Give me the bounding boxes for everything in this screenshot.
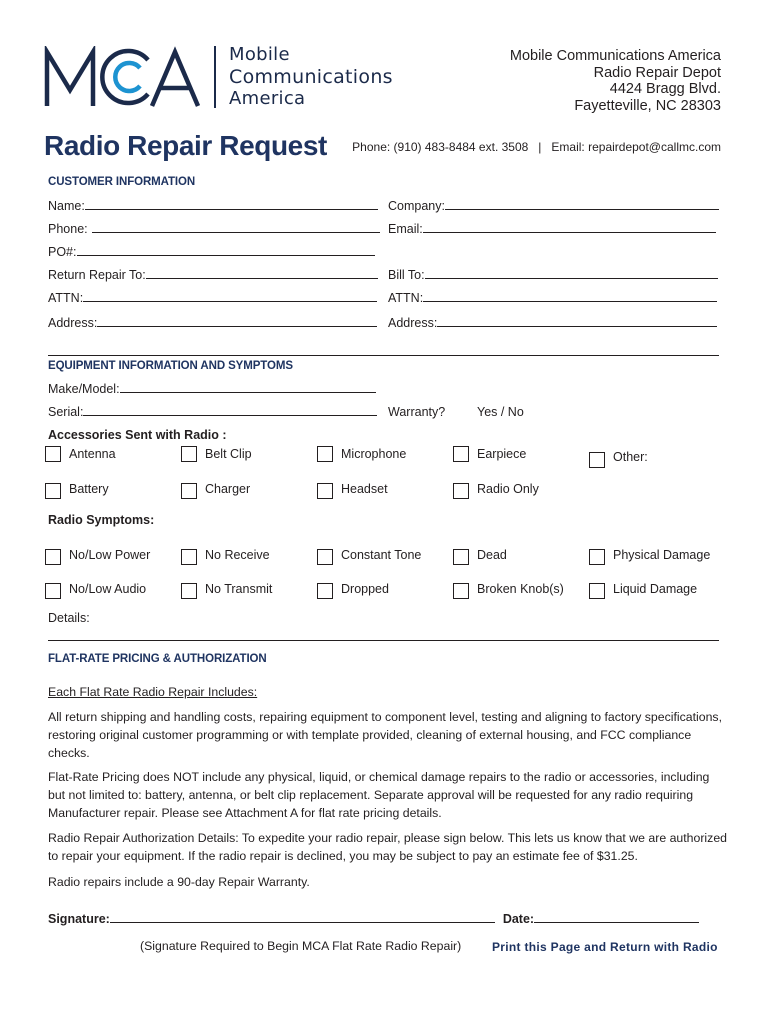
email-field[interactable] [388,222,716,236]
attn-left-label: ATTN: [48,291,84,305]
po-line[interactable] [77,245,375,256]
checkbox-box[interactable] [589,549,605,565]
signature-label: Signature: [48,912,110,926]
phone-line[interactable] [92,222,380,233]
bill-to-field[interactable] [388,268,718,282]
section-flat-rate-pricing: FLAT-RATE PRICING & AUTHORIZATION [48,653,267,665]
checkbox-no-transmit[interactable] [181,579,272,599]
checkbox-label: Headset [341,482,388,496]
checkbox-box[interactable] [181,446,197,462]
checkbox-no-low-power[interactable] [45,545,150,565]
logo-wordmark [229,44,393,110]
checkbox-label: Constant Tone [341,548,422,562]
includes-heading: Each Flat Rate Radio Repair Includes: [48,685,258,699]
checkbox-physical-damage[interactable] [589,545,710,565]
checkbox-microphone[interactable] [317,446,406,462]
address-continuation-line[interactable] [48,355,719,356]
checkbox-box[interactable] [45,583,61,599]
bill-to-line[interactable] [425,268,718,279]
bill-to-label: Bill To: [388,268,425,282]
company-label: Company: [388,199,445,213]
address-left-field[interactable] [48,316,377,330]
checkbox-label: No/Low Audio [69,582,147,596]
section-customer-information: CUSTOMER INFORMATION [48,176,196,188]
address-line-2: Radio Repair Depot [593,64,721,81]
checkbox-label: Dead [477,548,507,562]
checkbox-other[interactable] [589,446,648,468]
contact-info: Phone: (910) 483-8484 ext. 3508 | Email: repairdepot@callmc.com [352,140,721,154]
checkbox-label: Broken Knob(s) [477,582,564,596]
checkbox-constant-tone[interactable] [317,545,421,565]
company-address [510,48,721,114]
accessories-label: Accessories Sent with Radio : [48,428,227,442]
checkbox-box[interactable] [453,583,469,599]
checkbox-box[interactable] [181,549,197,565]
email-label: Email: [388,222,423,236]
details-label: Details: [48,611,90,625]
checkbox-box[interactable] [317,446,333,462]
print-instruction: Print this Page and Return with Radio [492,940,718,954]
checkbox-broken-knobs[interactable] [453,579,564,599]
checkbox-label: No/Low Power [69,548,151,562]
signature-note: (Signature Required to Begin MCA Flat Rate Radio Repair) [140,939,462,953]
exclusions-paragraph: Flat-Rate Pricing does NOT include any physical, liquid, or chemical damage repairs to the radio or accessories, including but not limited to: battery, antenna, or belt clip replacement. Separate approval will be requested for any radio requiring Manufacturer repair. Please see Attachment A for flat rate pricing details. [48,770,710,820]
attn-left-line[interactable] [83,291,377,302]
checkbox-box[interactable] [181,483,197,499]
checkbox-liquid-damage[interactable] [589,579,697,599]
attn-left-field[interactable] [48,291,377,305]
logo-divider [214,46,216,108]
checkbox-headset[interactable] [317,479,388,499]
make-model-field[interactable] [48,382,376,396]
date-label: Date: [502,912,535,926]
checkbox-label: Charger [205,482,251,496]
checkbox-box[interactable] [589,452,605,468]
phone-label: Phone: [48,222,88,236]
address-line-4: Fayetteville, NC 28303 [574,97,721,114]
address-left-label: Address: [48,316,98,330]
checkbox-label: Microphone [341,447,407,461]
checkbox-label: Liquid Damage [613,582,698,596]
return-repair-to-label: Return Repair To: [48,268,146,282]
company-line[interactable] [445,199,719,210]
date-line[interactable] [534,912,699,923]
checkbox-box[interactable] [589,583,605,599]
attn-right-label: ATTN: [388,291,424,305]
address-line-3: 4424 Bragg Blvd. [609,81,721,97]
name-line[interactable] [85,199,378,210]
checkbox-box[interactable] [317,549,333,565]
checkbox-label: Radio Only [477,482,539,496]
details-line[interactable] [48,640,719,641]
address-line-1: Mobile Communications America [509,48,721,64]
email-line[interactable] [423,222,716,233]
includes-paragraph: All return shipping and handling costs, repairing equipment to component level, testing and aligning to factory specifications, restoring original customer programming or with template provided, cleaning of external housing, and FCC compliance checks. [48,710,722,760]
checkbox-box[interactable] [45,483,61,499]
checkbox-label: Dropped [341,582,389,596]
checkbox-radio-only[interactable] [453,479,539,499]
mca-logo [44,44,394,110]
logo-word-mobile: Mobile [229,44,290,65]
checkbox-belt-clip[interactable] [181,446,252,462]
checkbox-box[interactable] [181,583,197,599]
checkbox-label: Physical Damage [613,548,711,562]
checkbox-box[interactable] [45,446,61,462]
checkbox-dead[interactable] [453,545,507,565]
checkbox-no-low-audio[interactable] [45,579,146,599]
logo-word-america: America [229,88,306,109]
checkbox-label: Other: [613,450,648,464]
company-field[interactable] [388,199,719,213]
mca-logo-mark [44,46,206,108]
radio-symptoms-label: Radio Symptoms: [48,513,155,527]
address-right-label: Address: [388,316,438,330]
checkbox-earpiece[interactable] [453,446,526,462]
name-label: Name: [48,199,85,213]
checkbox-label: Belt Clip [205,447,252,461]
warranty-label: Warranty? [388,405,446,419]
make-model-line[interactable] [120,382,376,393]
signature-line[interactable] [110,912,495,923]
checkbox-box[interactable] [45,549,61,565]
checkbox-battery[interactable] [45,479,109,499]
po-field[interactable] [48,245,375,259]
serial-label: Serial: [48,405,84,419]
logo-word-communications: Communications [229,66,393,88]
authorization-paragraph: Radio Repair Authorization Details: To expedite your radio repair, please sign below. This lets us know that we are authorized to repair your equipment. If the radio repair is declined, you may be subject to pay an estimate fee of $31.25. [48,831,727,863]
checkbox-label: No Receive [205,548,270,562]
checkbox-label: No Transmit [205,582,273,596]
signature-row[interactable] [48,912,699,926]
checkbox-dropped[interactable] [317,579,389,599]
serial-field[interactable] [48,405,377,419]
address-left-line[interactable] [97,316,377,327]
make-model-label: Make/Model: [48,382,120,396]
document-title: Radio Repair Request [44,130,327,161]
checkbox-box[interactable] [453,483,469,499]
checkbox-box[interactable] [317,483,333,499]
warranty-paragraph: Radio repairs include a 90-day Repair Warranty. [48,875,310,889]
checkbox-charger[interactable] [181,479,250,499]
serial-line[interactable] [83,405,377,416]
checkbox-box[interactable] [453,549,469,565]
attn-right-line[interactable] [423,291,717,302]
attn-right-field[interactable] [388,291,717,305]
return-repair-to-field[interactable] [48,268,378,282]
checkbox-label: Battery [69,482,109,496]
checkbox-box[interactable] [453,446,469,462]
po-label: PO#: [48,245,77,259]
section-equipment-information: EQUIPMENT INFORMATION AND SYMPTOMS [48,360,293,372]
return-repair-to-line[interactable] [146,268,378,279]
checkbox-antenna[interactable] [45,446,116,462]
address-right-line[interactable] [437,316,717,327]
address-right-field[interactable] [388,316,717,330]
name-field[interactable] [48,199,378,213]
warranty-yes-no[interactable]: Yes / No [477,405,524,419]
checkbox-label: Antenna [69,447,116,461]
checkbox-box[interactable] [317,583,333,599]
checkbox-no-receive[interactable] [181,545,270,565]
checkbox-label: Earpiece [477,447,527,461]
phone-field[interactable] [48,222,380,236]
